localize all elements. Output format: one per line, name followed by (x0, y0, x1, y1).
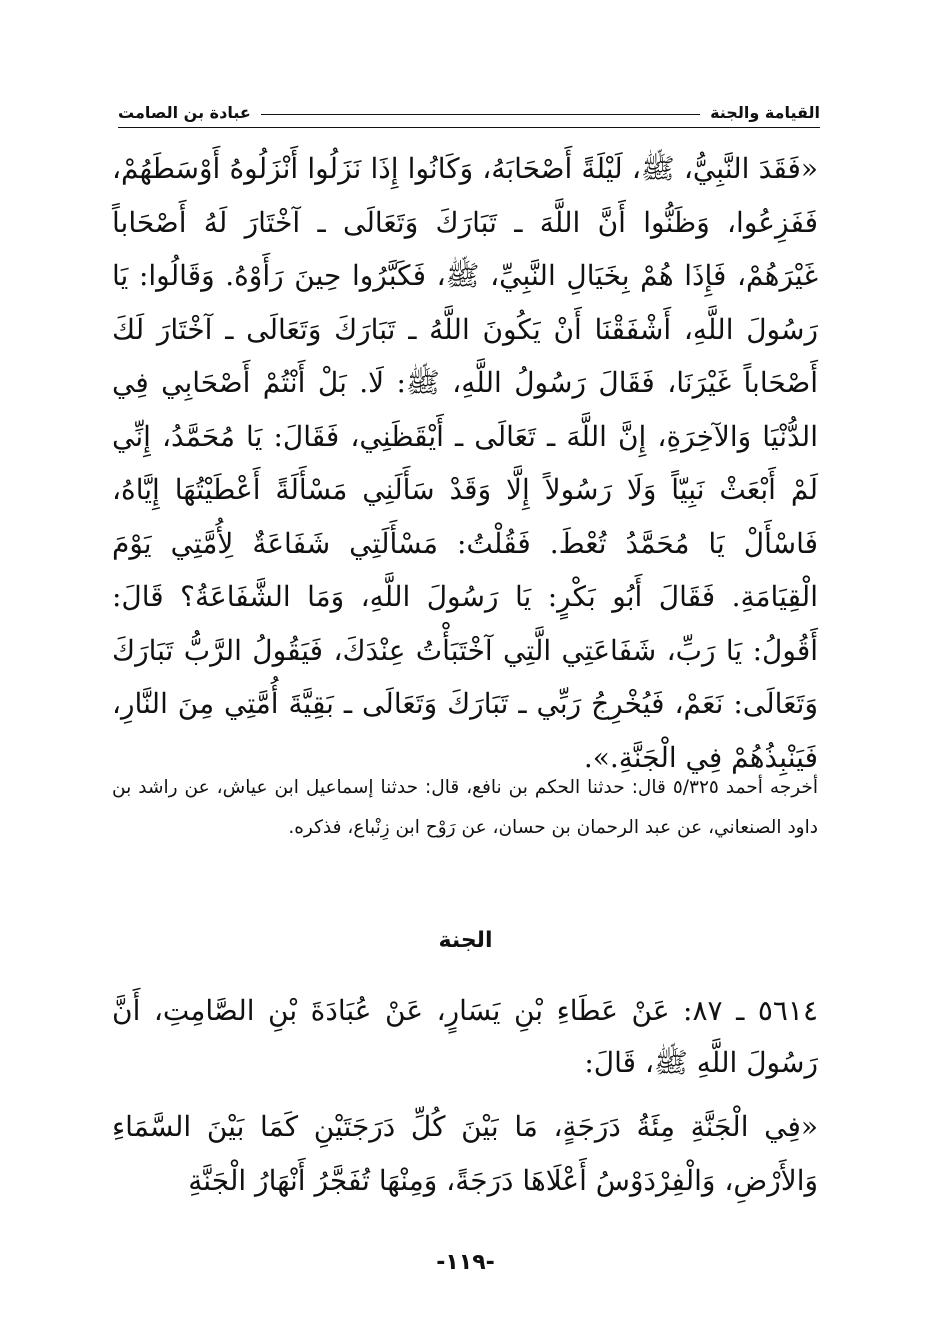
hadith-1-paragraph: «فَقَدَ النَّبِيُّ، ﷺ، لَيْلَةً أَصْحَابَهُ، وَكَانُوا إِذَا نَزَلُوا أَنْزَلُوهُ أَوْسَطَهُمْ، فَفَزِعُوا، وَظَنُّوا أَنَّ اللَّهَ ـ تَبَارَكَ وَتَعَالَى ـ آخْتَارَ لَهُ أَصْحَاباً غَيْرَهُمْ، فَإِذَا هُمْ بِخَيَالِ النَّبِيِّ، ﷺ، فَكَبَّرُوا حِينَ رَأَوْهُ. وَقَالُوا: يَا رَسُولَ اللَّهِ، أَشْفَقْنَا أَنْ يَكُونَ اللَّهُ ـ تَبَارَكَ وَتَعَالَى ـ آخْتَارَ لَكَ أَصْحَاباً غَيْرَنَا، فَقَالَ رَسُولُ اللَّهِ، ﷺ: لَا. بَلْ أَنْتُمْ أَصْحَابِي فِي الدُّنْيَا وَالآخِرَةِ، إِنَّ اللَّهَ ـ تَعَالَى ـ أَيْقَظَنِي، فَقَالَ: يَا مُحَمَّدُ، إِنِّي لَمْ أَبْعَثْ نَبِيّاً وَلَا رَسُولاً إِلَّا وَقَدْ سَأَلَنِي مَسْأَلَةً أَعْطَيْتُهَا إِيَّاهُ، فَاسْأَلْ يَا مُحَمَّدُ تُعْطَ. فَقُلْتُ: مَسْأَلَتِي شَفَاعَةٌ لِأُمَّتِي يَوْمَ الْقِيَامَةِ. فَقَالَ أَبُو بَكْرٍ: يَا رَسُولَ اللَّهِ، وَمَا الشَّفَاعَةُ؟ قَالَ: أَقُولُ: يَا رَبِّ، شَفَاعَتِي الَّتِي آخْتَبَأْتُ عِنْدَكَ، فَيَقُولُ الرَّبُّ تَبَارَكَ وَتَعَالَى: نَعَمْ، فَيُخْرِجُ رَبِّي ـ تَبَارَكَ وَتَعَالَى ـ بَقِيَّةَ أُمَّتِي مِنَ النَّارِ، فَيَنْبِذُهُمْ فِي الْجَنَّةِ.». (112, 152, 819, 774)
header-right-title: القيامة والجنة (710, 103, 820, 122)
hadith-isnad: ٥٦١٤ ـ ٨٧: عَنْ عَطَاءِ بْنِ يَسَارٍ، عَنْ عُبَادَةَ بْنِ الصَّامِتِ، أَنَّ رَسُولَ اللَّهِ ﷺ، قَالَ: (112, 994, 818, 1079)
takhrij-note: أخرجه أحمد ٥/٣٢٥ قال: حدثنا الحكم بن نافع، قال: حدثنا إسماعيل ابن عياش، عن راشد بن داود الصنعاني، عن عبد الرحمان بن حسان، عن رَوْح ابن زِنْباع، فذكره. (112, 777, 818, 838)
header-divider (118, 127, 820, 128)
hadith-text-2 (112, 1100, 818, 1207)
header-left-title: عبادة بن الصامت (118, 103, 251, 122)
page-number: -١١٩- (436, 1250, 495, 1275)
section-title: الجنة (438, 928, 493, 953)
hadith-text-1 (112, 142, 818, 784)
header-rule (261, 114, 700, 115)
hadith-2-paragraph: «فِي الْجَنَّةِ مِئَةُ دَرَجَةٍ، مَا بَيْنَ كُلِّ دَرَجَتَيْنِ كَمَا بَيْنَ السَّمَاءِ وَالأَرْضِ، وَالْفِرْدَوْسُ أَعْلَاهَا دَرَجَةً، وَمِنْهَا تُفَجَّرُ أَنْهَارُ الْجَنَّةِ (112, 1110, 818, 1197)
running-header (118, 92, 820, 122)
